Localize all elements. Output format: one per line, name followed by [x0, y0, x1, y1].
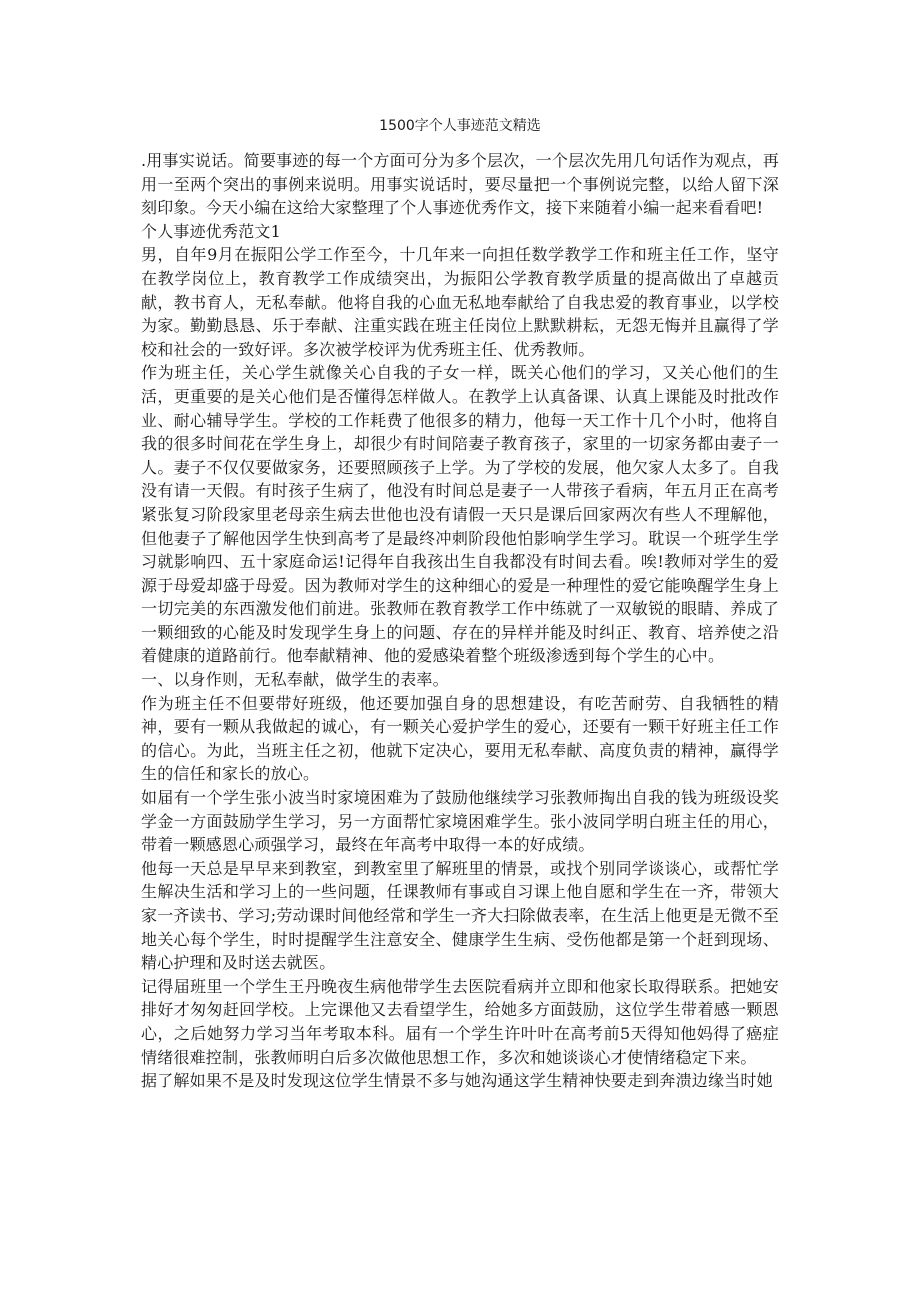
document-body: [141, 149, 779, 1093]
body-paragraph: 如届有一个学生张小波当时家境困难为了鼓励他继续学习张教师掏出自我的钱为班级设奖学金一方面鼓励学生学习，另一方面帮忙家境困难学生。张小波同学明白班主任的用心，带着一颗感恩心顽强学习，最终在年高考中取得一本的好成绩。: [141, 788, 779, 855]
subsection-heading: 一、以身作则，无私奉献，做学生的表率。: [141, 670, 449, 690]
body-paragraph: 男，自年9月在振阳公学工作至今，十几年来一向担任数学教学工作和班主任工作，坚守在教学岗位上，教育教学工作成绩突出，为振阳公学教育教学质量的提高做出了卓越贡献，教书育人，无私奉献。他将自我的心血无私地奉献给了自我忠爱的教育事业，以学校为家。勤勤恳恳、乐于奉献、注重实践在班主任岗位上默默耕耘，无怨无悔并且赢得了学校和社会的一致好评。多次被学校评为优秀班主任、优秀教师。: [141, 245, 779, 359]
body-paragraph: 记得届班里一个学生王丹晚夜生病他带学生去医院看病并立即和他家长取得联系。把她安排好才匆匆赶回学校。上完课他又去看望学生，给她多方面鼓励，这位学生带着感一颗恩心，之后她努力学习当年考取本科。届有一个学生许叶叶在高考前5天得知他妈得了癌症情绪很难控制，张教师明白后多次做他思想工作，多次和她谈谈心才使情绪稳定下来。: [141, 976, 779, 1067]
intro-paragraph: .用事实说话。简要事迹的每一个方面可分为多个层次，一个层次先用几句话作为观点，再用一至两个突出的事例来说明。用事实说话时，要尽量把一个事例说完整，以给人留下深刻印象。今天小编在这给大家整理了个人事迹优秀作文，接下来随着小编一起来看看吧!: [141, 151, 779, 218]
body-paragraph: 据了解如果不是及时发现这位学生情景不多与她沟通这学生精神快要走到奔溃边缘当时她: [141, 1071, 773, 1091]
body-paragraph: 他每一天总是早早来到教室，到教室里了解班里的情景，或找个别同学谈谈心，或帮忙学生解决生活和学习上的一些问题，任课教师有事或自习课上他自愿和学生在一齐，带领大家一齐读书、学习;劳动课时间他经常和学生一齐大扫除做表率，在生活上他更是无微不至地关心每个学生，时时提醒学生注意安全、健康学生生病、受伤他都是第一个赶到现场、精心护理和及时送去就医。: [141, 858, 779, 973]
section-heading: 个人事迹优秀范文1: [141, 221, 281, 241]
body-paragraph: 作为班主任，关心学生就像关心自我的子女一样，既关心他们的学习，又关心他们的生活，更重要的是关心他们是否懂得怎样做人。在教学上认真备课、认真上课能及时批改作业、耐心辅导学生。学校的工作耗费了他很多的精力，他每一天工作十几个小时，他将自我的很多时间花在学生身上，却很少有时间陪妻子教育孩子，家里的一切家务都由妻子一人。妻子不仅仅要做家务，还要照顾孩子上学。为了学校的发展，他欠家人太多了。自我没有请一天假。有时孩子生病了，他没有时间总是妻子一人带孩子看病，年五月正在高考紧张复习阶段家里老母亲生病去世他也没有请假一天只是课后回家两次有些人不理解他，但他妻子了解他因学生快到高考了是最终冲刺阶段他怕影响学生学习。耽误一个班学生学习就影响四、五十家庭命运!记得年自我孩出生自我都没有时间去看。唉!教师对学生的爱源于母爱却盛于母爱。因为教师对学生的这种细心的爱是一种理性的爱它能唤醒学生身上一切完美的东西激发他们前进。张教师在教育教学工作中练就了一双敏锐的眼睛、养成了一颗细致的心能及时发现学生身上的问题、存在的异样并能及时纠正、教育、培养使之沿着健康的道路前行。他奉献精神、他的爱感染着整个班级渗透到每个学生的心中。: [141, 363, 779, 666]
document-title: 1500字个人事迹范文精选: [379, 118, 541, 134]
body-paragraph: 作为班主任不但要带好班级，他还要加强自身的思想建设，有吃苦耐劳、自我牺牲的精神，要有一颗从我做起的诚心，有一颗关心爱护学生的爱心，还要有一颗干好班主任工作的信心。为此，当班主任之初，他就下定决心，要用无私奉献、高度负责的精神，赢得学生的信任和家长的放心。: [141, 693, 779, 784]
